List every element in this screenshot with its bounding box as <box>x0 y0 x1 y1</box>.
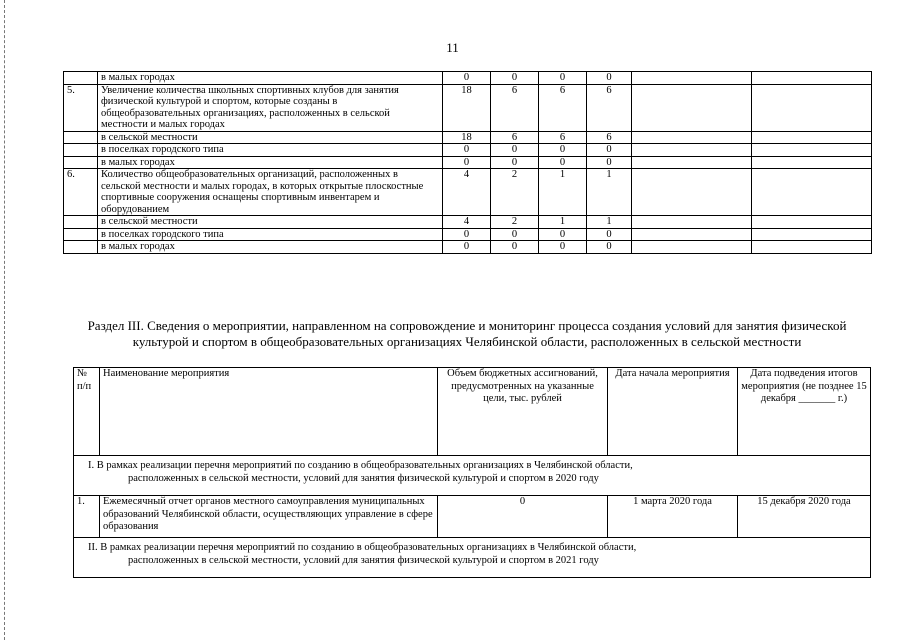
table-row <box>64 72 872 85</box>
empty-cell <box>632 84 752 131</box>
value-cell: 1 <box>587 216 632 229</box>
empty-cell <box>752 228 872 241</box>
value-cell: 6 <box>539 84 587 131</box>
value-cell: 0 <box>443 72 491 85</box>
value-cell: 0 <box>587 156 632 169</box>
empty-cell <box>632 228 752 241</box>
value-cell: 0 <box>443 228 491 241</box>
section-row-1 <box>74 456 871 496</box>
header-start-date: Дата начала мероприятия <box>608 368 738 456</box>
row-name: в поселках городского типа <box>98 228 443 241</box>
section1-line2: расположенных в сельской местности, условий для занятия физической культурой и спортом в 2020 году <box>128 472 599 484</box>
value-cell: 6 <box>491 131 539 144</box>
indicators-table <box>63 71 872 254</box>
table-row <box>64 84 872 131</box>
row-number: 6. <box>64 169 98 216</box>
row-number: 5. <box>64 84 98 131</box>
row-name: в малых городах <box>98 156 443 169</box>
value-cell: 0 <box>443 241 491 254</box>
empty-cell <box>632 131 752 144</box>
value-cell: 0 <box>539 72 587 85</box>
empty-cell <box>752 144 872 157</box>
value-cell: 1 <box>539 216 587 229</box>
value-cell: 4 <box>443 169 491 216</box>
page-number: 11 <box>446 40 459 55</box>
row-number <box>64 156 98 169</box>
empty-cell <box>632 156 752 169</box>
empty-cell <box>752 241 872 254</box>
table-row <box>64 216 872 229</box>
row-name: в малых городах <box>98 241 443 254</box>
table-row <box>64 228 872 241</box>
value-cell: 1 <box>539 169 587 216</box>
section2-line2: расположенных в сельской местности, условий для занятия физической культурой и спортом в 2021 году <box>128 554 599 566</box>
value-cell: 0 <box>491 228 539 241</box>
value-cell: 0 <box>539 156 587 169</box>
value-cell: 0 <box>443 156 491 169</box>
empty-cell <box>752 216 872 229</box>
value-cell: 0 <box>539 144 587 157</box>
section1-line1: I. В рамках реализации перечня мероприятий по созданию в общеобразовательных организациях в Челябинской области, <box>88 460 633 471</box>
row-number <box>64 144 98 157</box>
empty-cell <box>752 131 872 144</box>
event-start-date: 1 марта 2020 года <box>608 496 738 538</box>
events-table <box>73 367 871 578</box>
section2-line1: II. В рамках реализации перечня мероприятий по созданию в общеобразовательных организациях в Челябинской области, <box>88 542 637 553</box>
table-row <box>64 144 872 157</box>
row-number <box>64 241 98 254</box>
table-row <box>64 131 872 144</box>
value-cell: 6 <box>491 84 539 131</box>
empty-cell <box>752 156 872 169</box>
value-cell: 2 <box>491 169 539 216</box>
empty-cell <box>752 72 872 85</box>
section-title: Раздел III. Сведения о мероприятии, направленном на сопровождение и мониторинг процесса создания условий для занятия физической культурой и спортом в общеобразовательных организациях Челябинской области, расположенных в сельской местности <box>87 318 847 349</box>
value-cell: 0 <box>539 241 587 254</box>
value-cell: 0 <box>491 241 539 254</box>
table-row <box>64 241 872 254</box>
value-cell: 4 <box>443 216 491 229</box>
empty-cell <box>632 169 752 216</box>
value-cell: 0 <box>587 241 632 254</box>
row-name: Количество общеобразовательных организаций, расположенных в сельской местности и малых городах, в которых открытые плоскостные спортивные сооружения оснащены спортивным инвентарем и оборудованием <box>98 169 443 216</box>
row-number <box>64 72 98 85</box>
value-cell: 6 <box>539 131 587 144</box>
value-cell: 2 <box>491 216 539 229</box>
event-end-date: 15 декабря 2020 года <box>738 496 871 538</box>
event-name: Ежемесячный отчет органов местного самоуправления муниципальных образований Челябинской области, осуществляющих управление в сфере образования <box>100 496 438 538</box>
value-cell: 0 <box>491 144 539 157</box>
value-cell: 0 <box>587 72 632 85</box>
value-cell: 18 <box>443 84 491 131</box>
section-row-2 <box>74 538 871 578</box>
event-num: 1. <box>74 496 100 538</box>
row-number <box>64 216 98 229</box>
value-cell: 6 <box>587 84 632 131</box>
event-budget: 0 <box>438 496 608 538</box>
table-row <box>64 169 872 216</box>
event-row-1 <box>74 496 871 538</box>
header-end-date: Дата подведения итогов мероприятия (не позднее 15 декабря _______ г.) <box>738 368 871 456</box>
table-row <box>64 156 872 169</box>
row-number <box>64 228 98 241</box>
value-cell: 6 <box>587 131 632 144</box>
row-number <box>64 131 98 144</box>
header-budget: Объем бюджетных ассигнований, предусмотренных на указанные цели, тыс. рублей <box>438 368 608 456</box>
value-cell: 0 <box>491 156 539 169</box>
value-cell: 0 <box>443 144 491 157</box>
empty-cell <box>632 72 752 85</box>
empty-cell <box>752 169 872 216</box>
page-edge-line <box>4 0 5 640</box>
value-cell: 0 <box>587 144 632 157</box>
empty-cell <box>632 144 752 157</box>
value-cell: 1 <box>587 169 632 216</box>
header-name: Наименование мероприятия <box>100 368 438 456</box>
value-cell: 0 <box>587 228 632 241</box>
row-name: в сельской местности <box>98 216 443 229</box>
empty-cell <box>632 216 752 229</box>
value-cell: 0 <box>491 72 539 85</box>
empty-cell <box>632 241 752 254</box>
header-row <box>74 368 871 456</box>
row-name: в сельской местности <box>98 131 443 144</box>
row-name: в малых городах <box>98 72 443 85</box>
row-name: в поселках городского типа <box>98 144 443 157</box>
row-name: Увеличение количества школьных спортивных клубов для занятия физической культурой и спортом, которые созданы в общеобразовательных организациях, расположенных в сельской местности и малых городах <box>98 84 443 131</box>
value-cell: 18 <box>443 131 491 144</box>
header-num: № п/п <box>74 368 100 456</box>
empty-cell <box>752 84 872 131</box>
value-cell: 0 <box>539 228 587 241</box>
